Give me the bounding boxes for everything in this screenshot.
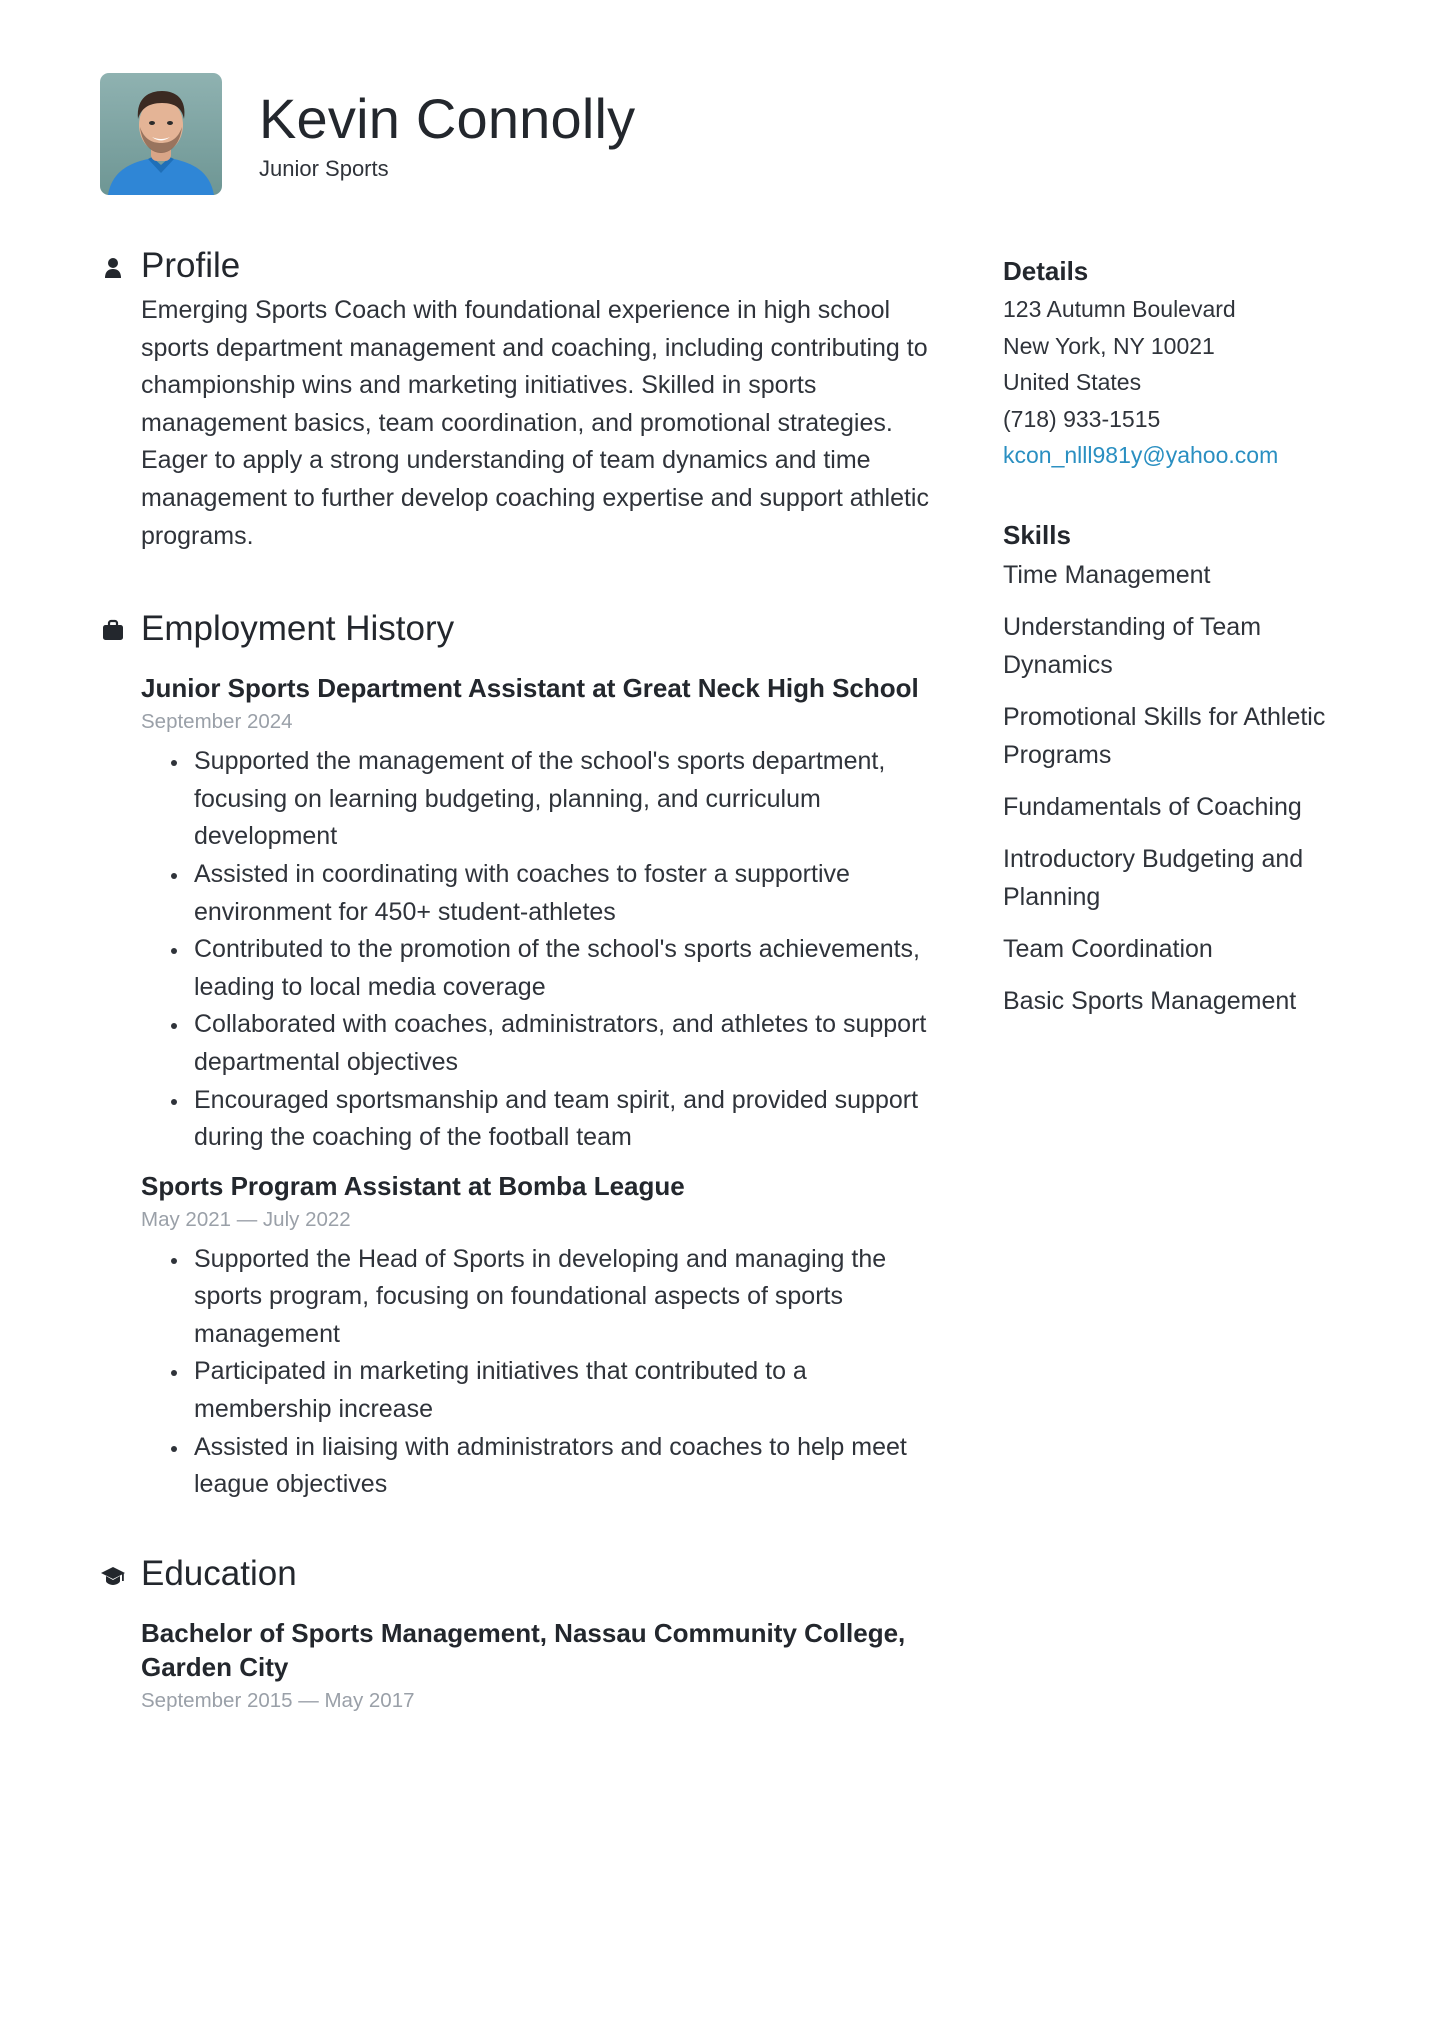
job-title-subtitle: Junior Sports: [259, 156, 389, 181]
phone-number: (718) 933-1515: [1003, 405, 1161, 432]
skills-list: [1003, 556, 1363, 1020]
skill-item: Fundamentals of Coaching: [1003, 792, 1302, 821]
address-line-1: 123 Autumn Boulevard: [1003, 296, 1236, 322]
job-bullet: Collaborated with coaches, administrators, and athletes to support departmental objectives: [141, 1006, 941, 1081]
job-title: Sports Program Assistant at Bomba League: [141, 1170, 685, 1201]
job-bullet: Participated in marketing initiatives that contributed to a membership increase: [141, 1353, 941, 1428]
profile-header: [100, 246, 960, 290]
job-entry: [141, 671, 960, 1157]
job-bullet: Supported the Head of Sports in developing and managing the sports program, focusing on foundational aspects of sports management: [141, 1241, 941, 1354]
candidate-name: Kevin Connolly: [259, 87, 636, 150]
graduation-cap-icon: [100, 1563, 126, 1589]
job-date: September 2024: [141, 710, 293, 734]
job-bullet: Assisted in coordinating with coaches to foster a supportive environment for 450+ student-athletes: [141, 856, 941, 931]
details-block: [1003, 291, 1363, 474]
education-date: September 2015 — May 2017: [141, 1688, 415, 1712]
education-section: [100, 1554, 960, 1716]
skill-item: Basic Sports Management: [1003, 986, 1297, 1015]
profile-heading: Profile: [141, 246, 241, 285]
profile-section: [100, 246, 960, 555]
skills-heading: Skills: [1003, 519, 1071, 550]
person-icon: [100, 255, 126, 281]
country: United States: [1003, 369, 1142, 395]
skill-item: Understanding of Team Dynamics: [1003, 612, 1262, 679]
job-bullets: [141, 743, 941, 1157]
details-heading: Details: [1003, 256, 1089, 286]
skill-item: Time Management: [1003, 560, 1211, 589]
job-title: Junior Sports Department Assistant at Great Neck High School: [141, 673, 919, 704]
address-line-2: New York, NY 10021: [1003, 332, 1215, 359]
employment-header: [100, 609, 960, 653]
education-header: [100, 1554, 960, 1598]
profile-summary: Emerging Sports Coach with foundational experience in high school sports department management and coaching, including contributing to championship wins and marketing initiatives. Skilled in sports management basics, team coordination, and promotional strategies. Eager to apply a strong understanding of team dynamics and time management to further develop coaching expertise and support athletic programs.: [141, 296, 929, 550]
employment-section: [100, 609, 960, 1504]
avatar: [100, 73, 222, 195]
profile-photo: [100, 73, 222, 195]
job-date: May 2021 — July 2022: [141, 1207, 351, 1231]
job-bullets: [141, 1241, 941, 1504]
education-heading: Education: [141, 1553, 297, 1593]
skill-item: Introductory Budgeting and Planning: [1003, 844, 1304, 911]
skill-item: Team Coordination: [1003, 934, 1213, 963]
skill-item: Promotional Skills for Athletic Programs: [1003, 702, 1326, 769]
main-column: [100, 246, 960, 1716]
job-bullet: Encouraged sportsmanship and team spirit, and provided support during the coaching of the football team: [141, 1082, 941, 1157]
degree-title: Bachelor of Sports Management, Nassau Community College, Garden City: [141, 1617, 906, 1682]
employment-heading: Employment History: [141, 609, 455, 649]
job-bullet: Supported the management of the school's sports department, focusing on learning budgeting, planning, and curriculum development: [141, 743, 941, 856]
email-link[interactable]: kcon_nlll981y@yahoo.com: [1003, 442, 1279, 468]
job-entry: [141, 1169, 960, 1504]
briefcase-icon: [100, 618, 126, 644]
job-bullet: Contributed to the promotion of the school's sports achievements, leading to local media coverage: [141, 931, 941, 1006]
job-bullet: Assisted in liaising with administrators and coaches to help meet league objectives: [141, 1429, 941, 1504]
side-column: [1003, 254, 1363, 1034]
